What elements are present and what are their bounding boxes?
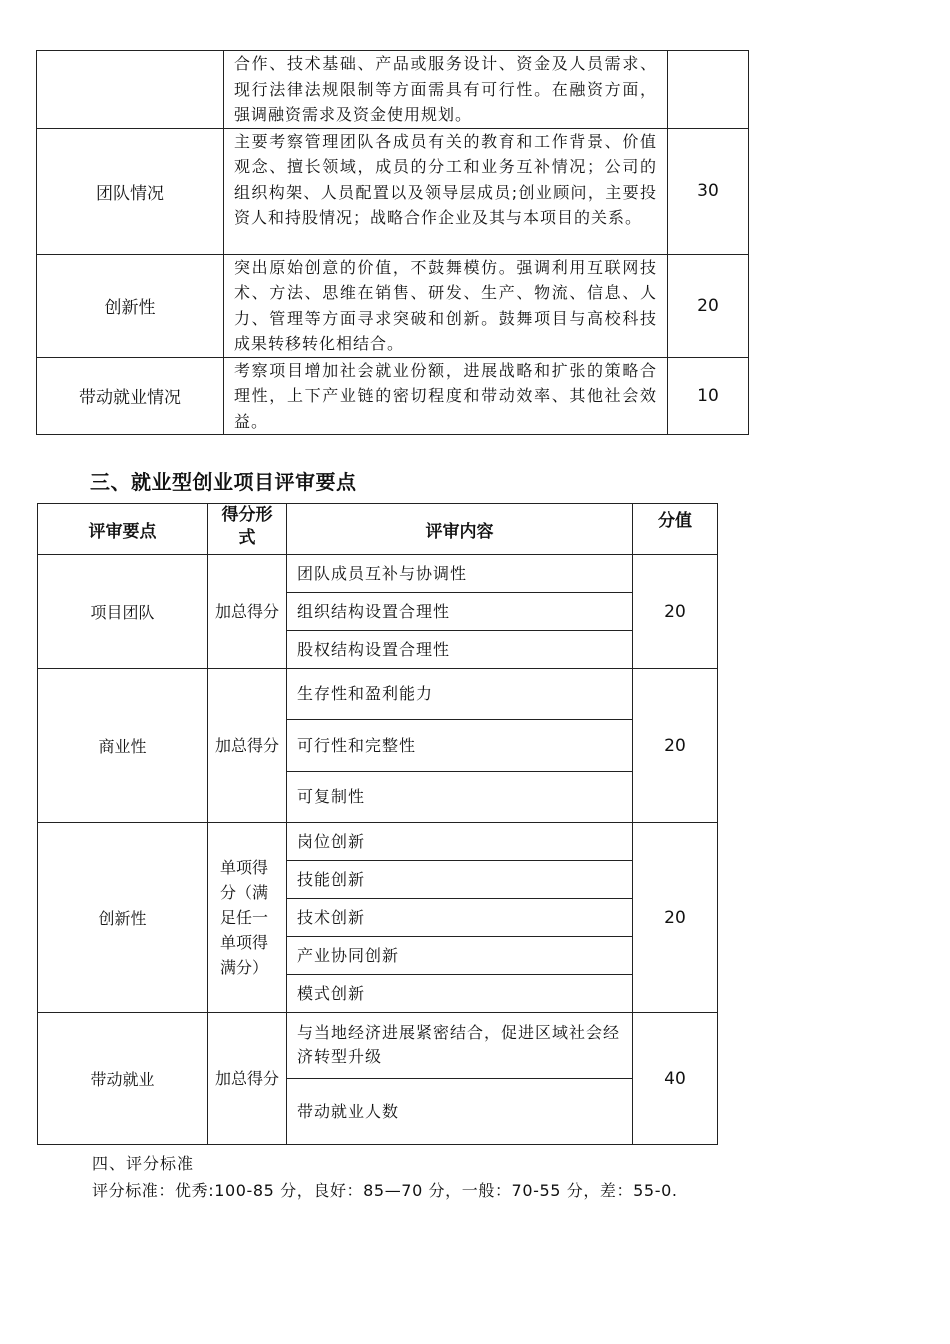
review-item: 技术创新	[287, 899, 633, 937]
employment-project-evaluation-table	[37, 503, 718, 1145]
criterion-label: 带动就业情况	[37, 357, 224, 435]
score-form: 加总得分	[208, 1013, 287, 1145]
review-item: 股权结构设置合理性	[287, 631, 633, 669]
criterion-score: 10	[668, 357, 749, 435]
criterion-content: 合作、技术基础、产品或服务设计、资金及人员需求、现行法律法规限制等方面需具有可行性。在融资方面，强调融资需求及资金使用规划。	[224, 51, 668, 129]
review-key: 项目团队	[38, 555, 208, 669]
review-item: 可复制性	[287, 772, 633, 823]
review-item: 与当地经济进展紧密结合，促进区域社会经济转型升级	[287, 1013, 633, 1079]
table-row	[37, 51, 749, 129]
review-item: 技能创新	[287, 861, 633, 899]
criterion-score	[668, 51, 749, 129]
table-row	[37, 254, 749, 357]
group-score: 20	[633, 555, 718, 669]
criterion-content: 主要考察管理团队各成员有关的教育和工作背景、价值观念、擅长领域，成员的分工和业务互补情况；公司的组织构架、人员配置以及领导层成员;创业顾问，主要投资人和持股情况；战略合作企业及其与本项目的关系。	[224, 128, 668, 254]
review-key: 带动就业	[38, 1013, 208, 1145]
review-key: 商业性	[38, 669, 208, 823]
section-heading: 四、评分标准	[92, 1154, 195, 1173]
review-item: 模式创新	[287, 975, 633, 1013]
table-header-row	[38, 504, 718, 555]
criterion-label	[37, 51, 224, 129]
table-row	[38, 1013, 718, 1079]
criterion-score: 20	[668, 254, 749, 357]
review-key: 创新性	[38, 823, 208, 1013]
header-form: 得分形式	[208, 504, 287, 555]
group-score: 20	[633, 669, 718, 823]
criterion-content: 考察项目增加社会就业份额，进展战略和扩张的策略合理性，上下产业链的密切程度和带动效率、其他社会效益。	[224, 357, 668, 435]
section-heading: 三、就业型创业项目评审要点	[90, 470, 357, 494]
review-item: 生存性和盈利能力	[287, 669, 633, 720]
criterion-content: 突出原始创意的价值，不鼓舞模仿。强调利用互联网技术、方法、思维在销售、研发、生产、物流、信息、人力、管理等方面寻求突破和创新。鼓舞项目与高校科技成果转移转化相结合。	[224, 254, 668, 357]
group-score: 40	[633, 1013, 718, 1145]
evaluation-table-continued	[36, 50, 749, 435]
score-form: 单项得分（满足任一单项得满分）	[208, 823, 287, 1013]
review-item: 产业协同创新	[287, 937, 633, 975]
table-row	[38, 669, 718, 720]
review-item: 带动就业人数	[287, 1079, 633, 1145]
score-form: 加总得分	[208, 555, 287, 669]
score-form: 加总得分	[208, 669, 287, 823]
table-row	[38, 555, 718, 593]
header-content: 评审内容	[287, 504, 633, 555]
review-item: 可行性和完整性	[287, 720, 633, 772]
header-key: 评审要点	[38, 504, 208, 555]
criterion-label: 创新性	[37, 254, 224, 357]
header-score: 分值	[633, 504, 718, 555]
review-item: 组织结构设置合理性	[287, 593, 633, 631]
criterion-label: 团队情况	[37, 128, 224, 254]
scoring-criteria-text: 评分标准：优秀:100-85 分，良好：85—70 分，一般：70-55 分，差：55-0.	[92, 1181, 678, 1200]
group-score: 20	[633, 823, 718, 1013]
table-row	[37, 128, 749, 254]
criterion-score: 30	[668, 128, 749, 254]
review-item: 岗位创新	[287, 823, 633, 861]
review-item: 团队成员互补与协调性	[287, 555, 633, 593]
table-row	[37, 357, 749, 435]
table-row	[38, 823, 718, 861]
